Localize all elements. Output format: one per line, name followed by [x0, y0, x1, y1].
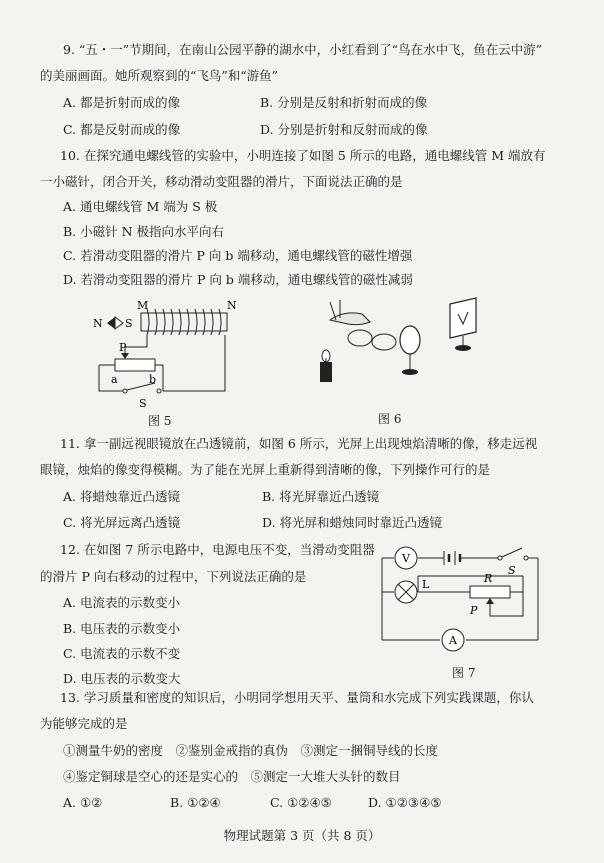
rheostat-resistor: [470, 586, 510, 598]
lamp-l-label: L: [422, 578, 430, 591]
figure-6-caption: 图 6: [378, 412, 402, 426]
q10-option-c: C. 若滑动变阻器的滑片 P 向 b 端移动，通电螺线管的磁性增强: [63, 248, 413, 263]
hand-holding-glasses-icon: [330, 300, 396, 350]
q13-line1: 13. 学习质量和密度的知识后，小明同学想用天平、量筒和水完成下列实践课题，你认: [60, 690, 534, 705]
convex-lens-icon: [400, 326, 420, 375]
solenoid-core: [141, 313, 227, 331]
q13-items-row1: ①测量牛奶的密度 ②鉴别金戒指的真伪 ③测定一捆铜导线的长度: [63, 743, 439, 758]
solenoid-n-label: N: [227, 299, 237, 312]
compass-needle-icon: [107, 317, 123, 329]
compass-n-label: N: [93, 317, 103, 330]
rheostat-b-label: b: [149, 373, 157, 386]
q9-option-a: A. 都是折射而成的像: [63, 95, 180, 110]
q12-line1: 12. 在如图 7 所示电路中，电源电压不变，当滑动变阻器: [60, 542, 375, 557]
switch-icon: [498, 548, 528, 560]
lamp-icon: [395, 581, 417, 603]
q13-option-a: A. ①②: [63, 795, 103, 810]
resistor-r-label: R: [484, 572, 493, 585]
q11-option-a: A. 将蜡烛靠近凸透镜: [63, 489, 180, 504]
page-footer: 物理试题第 3 页（共 8 页）: [223, 828, 381, 843]
light-screen-icon: [450, 298, 476, 351]
voltmeter-label: V: [402, 552, 410, 565]
q13-option-c: C. ①②④⑤: [270, 795, 332, 810]
q12-option-a: A. 电流表的示数变小: [63, 595, 180, 610]
q9-option-c: C. 都是反射而成的像: [63, 122, 181, 137]
compass-s-label: S: [125, 317, 133, 330]
battery-icon: [444, 551, 460, 565]
q13-option-b: B. ①②④: [170, 795, 221, 810]
q12-line2: 的滑片 P 向右移动的过程中，下列说法正确的是: [40, 569, 307, 584]
q10-option-b: B. 小磁针 N 极指向水平向右: [63, 224, 225, 239]
q9-option-d: D. 分别是折射和反射而成的像: [260, 122, 428, 137]
slider-p-label: P: [470, 604, 478, 617]
rheostat: [115, 359, 155, 371]
figure-7-circuit: [378, 540, 548, 660]
q10-line1: 10. 在探究通电螺线管的实验中，小明连接了如图 5 所示的电路，通电螺线管 M 端放有: [60, 148, 546, 163]
q9-option-b: B. 分别是反射和折射而成的像: [260, 95, 428, 110]
q10-line2: 一小磁针，闭合开关，移动滑动变阻器的滑片，下面说法正确的是: [40, 174, 403, 189]
q12-option-d: D. 电压表的示数变大: [63, 671, 181, 686]
q11-line1: 11. 拿一副远视眼镜放在凸透镜前，如图 6 所示，光屏上出现烛焰清晰的像，移走远视: [60, 436, 538, 451]
switch-s-label: S: [139, 397, 147, 410]
q10-option-d: D. 若滑动变阻器的滑片 P 向 b 端移动，通电螺线管的磁性减弱: [63, 272, 413, 287]
q13-items-row2: ④鉴定铜球是空心的还是实心的 ⑤测定一大堆大头针的数目: [63, 769, 401, 784]
q11-option-d: D. 将光屏和蜡烛同时靠近凸透镜: [262, 515, 443, 530]
q12-option-c: C. 电流表的示数不变: [63, 646, 181, 661]
candle-icon: [320, 350, 332, 382]
figure-6-optics: [300, 292, 500, 392]
q9-line1: 9. “五・一”节期间，在南山公园平静的湖水中，小红看到了“鸟在水中飞，鱼在云中游”: [63, 42, 542, 57]
slider-p-label: P: [119, 341, 127, 354]
figure-5-caption: 图 5: [148, 414, 172, 428]
solenoid-m-label: M: [137, 299, 149, 312]
ammeter-label: A: [449, 634, 457, 647]
figure-7-caption: 图 7: [452, 666, 476, 680]
q10-option-a: A. 通电螺线管 M 端为 S 极: [63, 199, 218, 214]
rheostat-slider-icon: [486, 598, 494, 604]
q11-option-b: B. 将光屏靠近凸透镜: [262, 489, 380, 504]
rheostat-a-label: a: [111, 373, 118, 386]
q11-option-c: C. 将光屏远离凸透镜: [63, 515, 181, 530]
q13-option-d: D. ①②③④⑤: [368, 795, 442, 810]
q9-line2: 的美丽画面。她所观察到的“飞鸟”和“游鱼”: [40, 68, 279, 83]
q11-line2: 眼镜，烛焰的像变得模糊。为了能在光屏上重新得到清晰的像，下列操作可行的是: [40, 462, 491, 477]
switch-s-label: S: [508, 564, 516, 577]
figure-5-circuit: [85, 295, 255, 415]
q13-line2: 为能够完成的是: [40, 716, 128, 731]
q12-option-b: B. 电压表的示数变小: [63, 621, 181, 636]
